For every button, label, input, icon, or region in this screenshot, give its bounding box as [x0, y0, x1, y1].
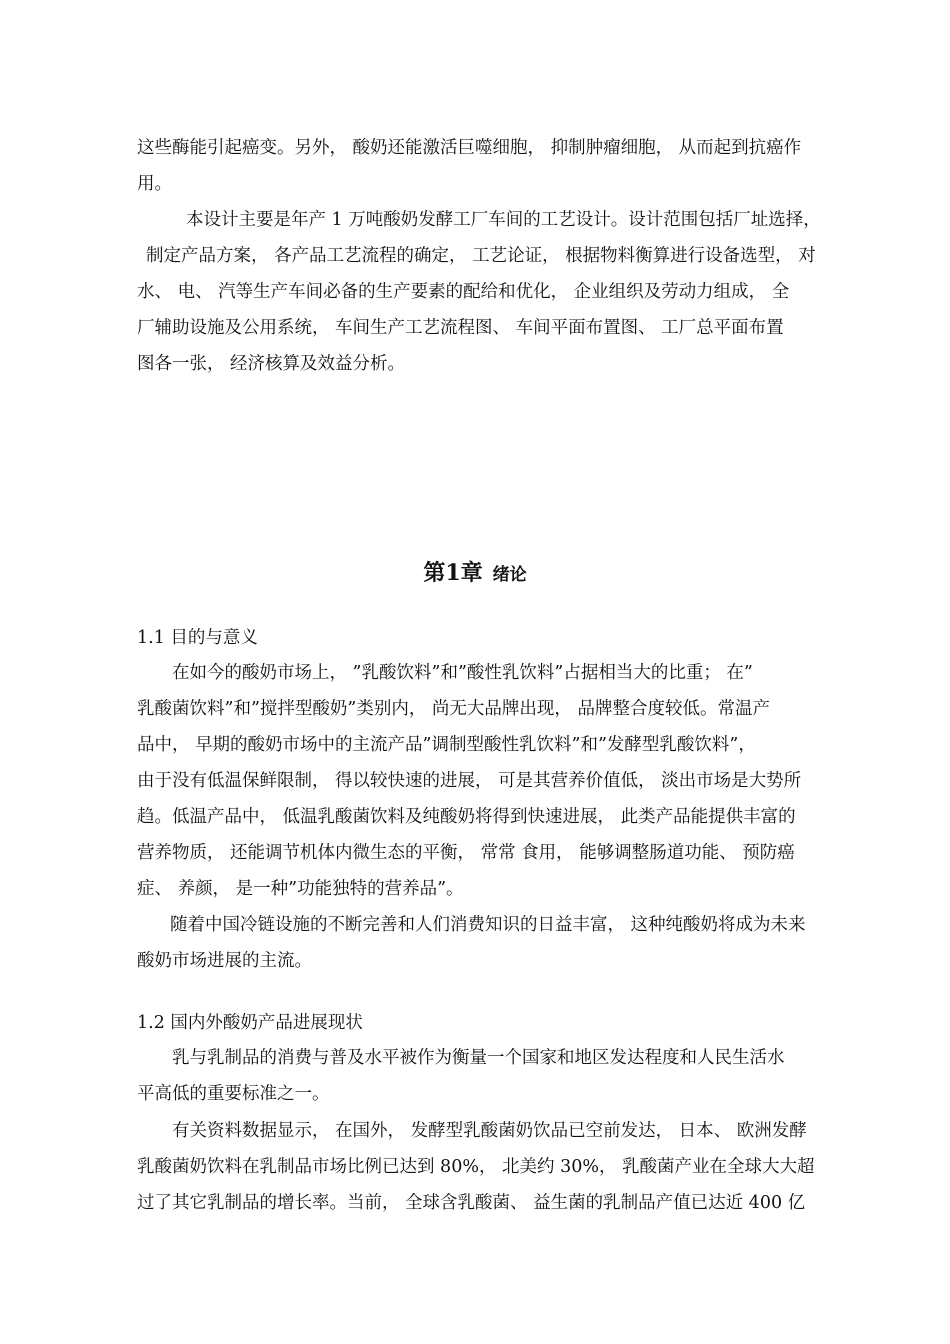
s1-p1-line-4: 由于没有低温保鲜限制， 得以较快速的进展， 可是其营养价值低， 淡出市场是大势所: [137, 771, 802, 791]
s2-p2-line-3: 过了其它乳制品的增长率。当前， 全球含乳酸菌、 益生菌的乳制品产值已达近 400 亿: [137, 1193, 806, 1213]
s2-p2-line-1: 有关资料数据显示， 在国外， 发酵型乳酸菌奶饮品已空前发达， 日本、 欧洲发酵: [172, 1121, 807, 1141]
intro-p2-line-5: 图各一张， 经济核算及效益分析。: [137, 354, 406, 374]
intro-p2-line-3: 水、 电、 汽等生产车间必备的生产要素的配给和优化， 企业组织及劳动力组成， 全: [137, 282, 790, 302]
intro-p1-line-1: 这些酶能引起癌变。另外， 酸奶还能激活巨噬细胞， 抑制肿瘤细胞， 从而起到抗癌作: [137, 138, 802, 158]
s2-p1-line-2: 平高低的重要标准之一。: [137, 1084, 330, 1104]
s1-p2-line-2: 酸奶市场进展的主流。: [137, 951, 312, 971]
section-1-2-heading: 1.2 国内外酸奶产品进展现状: [137, 1013, 363, 1033]
intro-p1-line-2: 用。: [137, 174, 172, 194]
s1-p1-line-7: 症、 养颜， 是一种”功能独特的营养品”。: [137, 879, 464, 899]
s1-p1-line-5: 趋。低温产品中， 低温乳酸菌饮料及纯酸奶将得到快速进展， 此类产品能提供丰富的: [137, 807, 796, 827]
chapter-name: 绪论: [492, 565, 527, 585]
s1-p1-line-3: 品中， 早期的酸奶市场中的主流产品”调制型酸性乳饮料”和”发酵型乳酸饮料”，: [137, 735, 756, 755]
s1-p1-line-1: 在如今的酸奶市场上， ”乳酸饮料”和”酸性乳饮料”占据相当大的比重； 在”: [172, 663, 753, 683]
intro-p2-line-2: 制定产品方案， 各产品工艺流程的确定， 工艺论证， 根据物料衡算进行设备选型， 对: [146, 246, 816, 266]
section-1-1-heading: 1.1 目的与意义: [137, 628, 258, 648]
s1-p2-line-1: 随着中国冷链设施的不断完善和人们消费知识的日益丰富， 这种纯酸奶将成为未来: [170, 915, 806, 935]
chapter-title: [0, 556, 950, 587]
s2-p1-line-1: 乳与乳制品的消费与普及水平被作为衡量一个国家和地区发达程度和人民生活水: [172, 1048, 785, 1068]
s2-p2-line-2: 乳酸菌奶饮料在乳制品市场比例已达到 80%， 北美约 30%， 乳酸菌产业在全球大大超: [137, 1157, 815, 1177]
intro-p2-line-1: 本设计主要是年产 1 万吨酸奶发酵工厂车间的工艺设计。设计范围包括厂址选择，: [186, 210, 821, 230]
s1-p1-line-6: 营养物质， 还能调节机体内微生态的平衡， 常常 食用， 能够调整肠道功能、 预防癌: [137, 843, 795, 863]
chapter-number: 第1章: [423, 560, 483, 586]
s1-p1-line-2: 乳酸菌饮料”和”搅拌型酸奶”类别内， 尚无大品牌出现， 品牌整合度较低。常温产: [137, 699, 770, 719]
intro-p2-line-4: 厂辅助设施及公用系统， 车间生产工艺流程图、 车间平面布置图、 工厂总平面布置: [137, 318, 784, 338]
